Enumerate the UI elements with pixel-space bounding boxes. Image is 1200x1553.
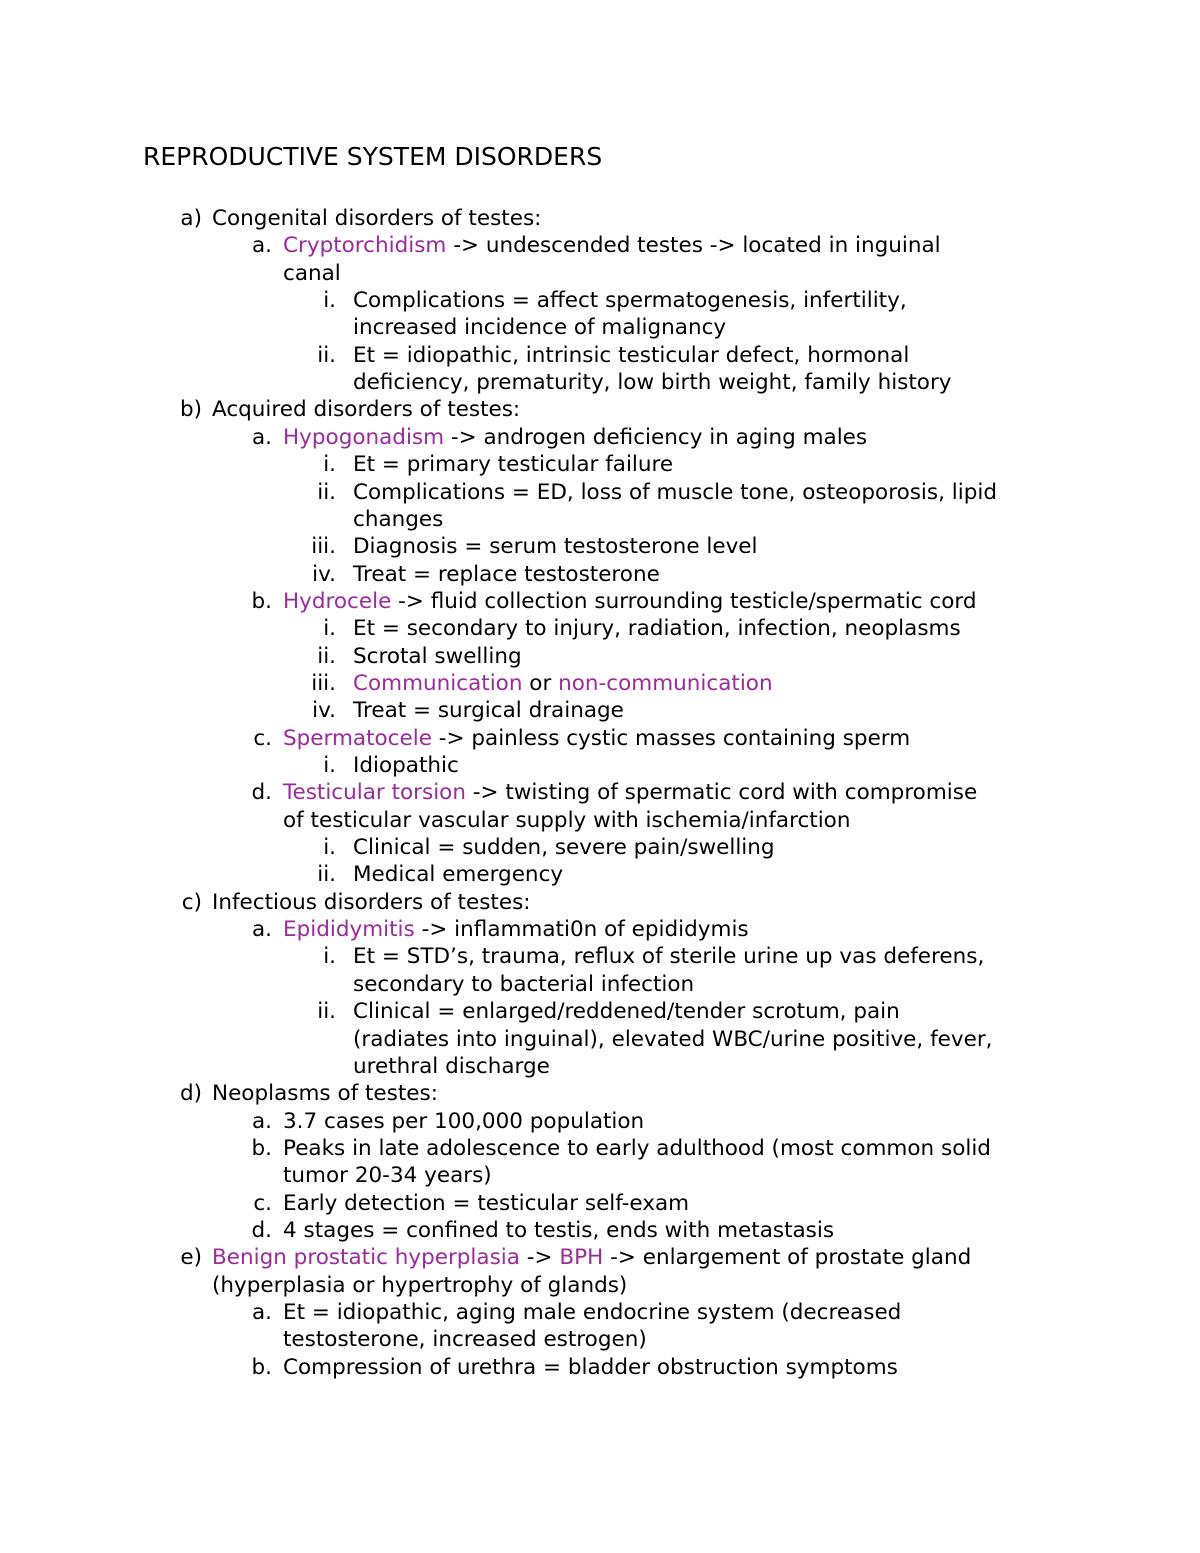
text-segment: Et = idiopathic, intrinsic testicular defect, hormonal (353, 342, 910, 368)
list-item-text (283, 1217, 834, 1244)
list-item-text (283, 424, 867, 451)
list-marker: i. (323, 452, 336, 478)
text-segment: testosterone, increased estrogen) (283, 1327, 647, 1353)
list-marker: i. (323, 616, 336, 642)
text-segment: Et = idiopathic, aging male endocrine system (decreased (283, 1300, 902, 1325)
list-marker: c) (181, 889, 202, 915)
text-segment: Peaks in late adolescence to early adulthood (most common solid (283, 1135, 991, 1161)
list-marker: b. (251, 588, 272, 614)
list-item-text (353, 451, 673, 478)
highlighted-term: Testicular torsion (283, 780, 466, 806)
text-segment: or (522, 670, 559, 696)
text-segment: Treat = replace testosterone (353, 561, 660, 587)
list-item-text (353, 479, 997, 506)
text-segment: Et = secondary to injury, radiation, infection, neoplasms (353, 616, 961, 642)
list-item-text (283, 232, 941, 259)
list-item-text (212, 1272, 627, 1299)
text-segment: deficiency, prematurity, low birth weight, family history (353, 370, 952, 396)
text-segment: Et = STD’s, trauma, reflux of sterile urine up vas deferens, (353, 944, 985, 970)
list-item-text (353, 561, 660, 588)
list-marker: ii. (317, 862, 336, 888)
list-marker: c. (253, 725, 272, 751)
text-segment: -> inflammati0n of epididymis (414, 917, 749, 943)
list-item-text (283, 779, 977, 806)
list-marker: iii. (311, 670, 336, 696)
text-segment: canal (283, 260, 341, 286)
list-item-text (353, 697, 624, 724)
list-item-text (283, 807, 850, 834)
list-marker: i. (323, 835, 336, 861)
list-item-text (353, 342, 909, 369)
text-segment: Early detection = testicular self-exam (283, 1190, 690, 1216)
list-marker: ii. (317, 643, 336, 669)
list-item-text (353, 314, 726, 341)
text-segment: -> androgen deficiency in aging males (444, 424, 868, 450)
text-segment: Medical emergency (353, 862, 564, 888)
text-segment: -> twisting of spermatic cord with compromise (465, 780, 978, 806)
list-marker: i. (323, 288, 336, 314)
list-item-text (353, 834, 775, 861)
list-marker: a. (251, 424, 272, 450)
list-item-text (283, 1326, 647, 1353)
list-item-text (353, 998, 900, 1025)
list-item-text (353, 943, 984, 970)
list-item-text (283, 1354, 898, 1381)
list-item-text (212, 1080, 438, 1107)
text-segment: (hyperplasia or hypertrophy of glands) (212, 1272, 628, 1298)
text-segment: 4 stages = confined to testis, ends with metastasis (283, 1217, 835, 1243)
text-segment: of testicular vascular supply with ischemia/infarction (283, 807, 851, 833)
list-marker: a. (251, 1108, 272, 1134)
list-item-text (353, 971, 694, 998)
highlighted-term: Cryptorchidism (283, 233, 447, 259)
list-marker: a) (180, 206, 202, 231)
list-item-text (283, 588, 976, 615)
text-segment: urethral discharge (353, 1053, 550, 1079)
text-segment: increased incidence of malignancy (353, 315, 727, 341)
list-marker: a. (251, 233, 272, 259)
list-item-text (353, 752, 459, 779)
list-item-text (212, 889, 531, 916)
text-segment: Treat = surgical drainage (353, 698, 624, 724)
text-segment: Compression of urethra = bladder obstruction symptoms (283, 1354, 898, 1380)
list-marker: ii. (317, 479, 336, 505)
list-marker: c. (253, 1190, 272, 1216)
list-marker: d. (251, 1217, 272, 1243)
list-item-text (353, 615, 961, 642)
text-segment: changes (353, 506, 444, 532)
list-item-text (353, 287, 907, 314)
list-item-text (283, 1162, 492, 1189)
list-marker: i. (323, 944, 336, 970)
text-segment: -> undescended testes -> located in inguinal (446, 233, 941, 259)
highlighted-term: BPH (559, 1245, 604, 1271)
text-segment: Complications = ED, loss of muscle tone, osteoporosis, lipid (353, 479, 997, 505)
highlighted-term: Spermatocele (283, 725, 432, 751)
list-marker: a. (251, 917, 272, 943)
highlighted-term: Benign prostatic hyperplasia (212, 1245, 520, 1271)
text-segment: Infectious disorders of testes: (212, 889, 531, 915)
list-marker: e) (180, 1245, 202, 1271)
text-segment: Acquired disorders of testes: (212, 397, 521, 423)
list-marker: iii. (311, 534, 336, 560)
list-item-text (283, 725, 910, 752)
list-marker: b. (251, 1135, 272, 1161)
list-item-text (212, 396, 520, 423)
highlighted-term: Communication (353, 670, 523, 696)
text-segment: Scrotal swelling (353, 643, 522, 669)
text-segment: secondary to bacterial infection (353, 971, 695, 997)
text-segment: -> enlargement of prostate gland (603, 1245, 972, 1271)
list-item-text (353, 670, 773, 697)
list-marker: iv. (312, 698, 336, 724)
text-segment: tumor 20-34 years) (283, 1163, 492, 1189)
list-item-text (353, 1026, 993, 1053)
highlighted-term: Epididymitis (283, 917, 415, 943)
text-segment: Idiopathic (353, 753, 459, 778)
list-item-text (353, 506, 443, 533)
list-item-text (212, 205, 541, 232)
list-item-text (353, 369, 952, 396)
highlighted-term: Hydrocele (283, 588, 392, 614)
text-segment: Neoplasms of testes: (212, 1081, 438, 1107)
list-marker: ii. (317, 342, 336, 368)
list-item-text (283, 1108, 644, 1135)
text-segment: 3.7 cases per 100,000 population (283, 1108, 645, 1134)
list-marker: d) (179, 1081, 202, 1107)
list-marker: b) (179, 397, 202, 423)
text-segment: Clinical = enlarged/reddened/tender scrotum, pain (353, 999, 900, 1025)
list-marker: a. (251, 1300, 272, 1325)
highlighted-term: non-communication (558, 670, 773, 696)
list-item-text (283, 1299, 901, 1326)
list-item-text (283, 916, 749, 943)
text-segment: Clinical = sudden, severe pain/swelling (353, 835, 775, 861)
list-item-text (212, 1244, 971, 1271)
list-marker: d. (251, 780, 272, 806)
text-segment: -> (519, 1245, 560, 1271)
text-segment: Diagnosis = serum testosterone level (353, 534, 758, 560)
text-segment: Complications = affect spermatogenesis, infertility, (353, 288, 907, 314)
list-item-text (353, 1053, 550, 1080)
text-segment: (radiates into inguinal), elevated WBC/urine positive, fever, (353, 1026, 993, 1052)
list-marker: b. (251, 1354, 272, 1380)
list-marker: ii. (317, 999, 336, 1025)
list-marker: i. (323, 753, 336, 778)
list-item-text (353, 533, 758, 560)
text-segment: Congenital disorders of testes: (212, 206, 542, 231)
list-item-text (283, 260, 341, 287)
list-item-text (353, 643, 522, 670)
text-segment: -> fluid collection surrounding testicle/spermatic cord (391, 588, 977, 614)
highlighted-term: Hypogonadism (283, 424, 445, 450)
text-segment: Et = primary testicular failure (353, 452, 674, 478)
list-item-text (283, 1135, 991, 1162)
list-item-text (353, 861, 563, 888)
list-marker: iv. (312, 561, 336, 587)
text-segment: -> painless cystic masses containing sperm (431, 725, 911, 751)
page-title: REPRODUCTIVE SYSTEM DISORDERS (143, 142, 603, 171)
list-item-text (283, 1190, 689, 1217)
